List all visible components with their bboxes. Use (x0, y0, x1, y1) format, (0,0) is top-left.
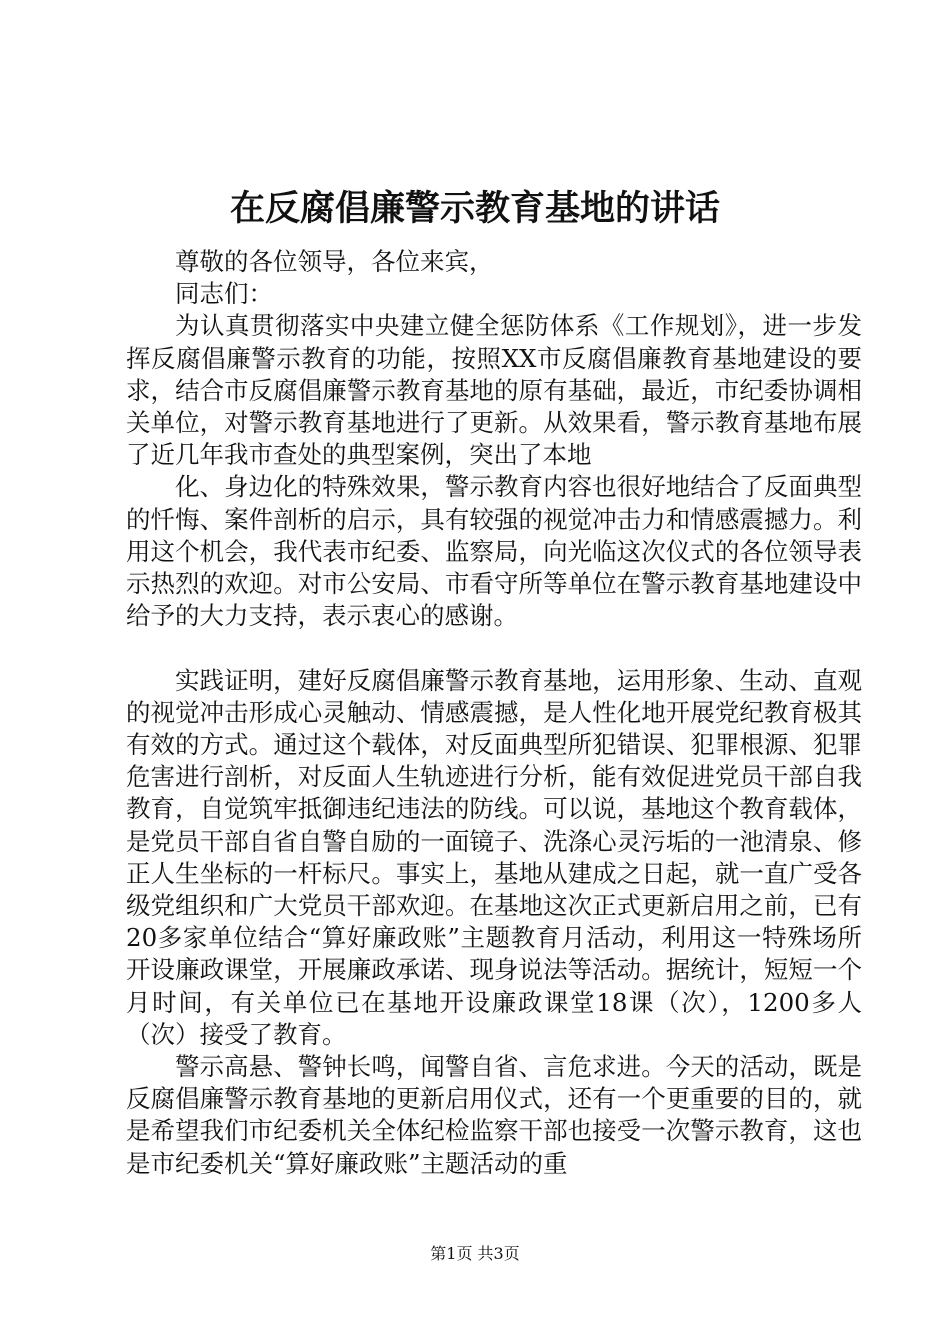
paragraph-spacer (126, 632, 862, 664)
greeting-line-1: 尊敬的各位领导，各位来宾， (175, 247, 494, 276)
paragraph-3: 实践证明，建好反腐倡廉警示教育基地，运用形象、生动、直观的视觉冲击形成心灵触动、情感震撼，是人性化地开展党纪教育极其有效的方式。通过这个载体，对反面典型所犯错误、犯罪根源、犯罪危害进行剖析，对反面人生轨迹进行分析，能有效促进党员干部自我教育，自觉筑牢抵御违纪违法的防线。可以说，基地这个教育载体，是党员干部自省自警自励的一面镜子、洗涤心灵污垢的一池清泉、修正人生坐标的一杆标尺。事实上，基地从建成之日起，就一直广受各级党组织和广大党员干部欢迎。在基地这次正式更新启用之前，已有20多家单位结合“算好廉政账”主题教育月活动，利用这一特殊场所开设廉政课堂，开展廉政承诺、现身说法等活动。据统计，短短一个月时间，有关单位已在基地开设廉政课堂18课（次），1200多人（次）接受了教育。 (126, 665, 862, 1049)
paragraph-2: 化、身边化的特殊效果，警示教育内容也很好地结合了反面典型的忏悔、案件剖析的启示，具有较强的视觉冲击力和情感震撼力。利用这个机会，我代表市纪委、监察局，向光临这次仪式的各位领导表示热烈的欢迎。对市公安局、市看守所等单位在警示教育基地建设中给予的大力支持，表示衷心的感谢。 (126, 472, 862, 631)
page-number-footer: 第1页 共3页 (430, 1244, 520, 1263)
document-body (126, 246, 862, 1180)
paragraph-1: 为认真贯彻落实中央建立健全惩防体系《工作规划》，进一步发挥反腐倡廉警示教育的功能，按照XX市反腐倡廉教育基地建设的要求，结合市反腐倡廉警示教育基地的原有基础，最近，市纪委协调相关单位，对警示教育基地进行了更新。从效果看，警示教育基地布展了近几年我市查处的典型案例，突出了本地 (126, 311, 862, 470)
greeting-line-2: 同志们： (175, 279, 273, 309)
document-title: 在反腐倡廉警示教育基地的讲话 (229, 188, 720, 229)
paragraph-4: 警示高悬、警钟长鸣，闻警自省、言危求进。今天的活动，既是反腐倡廉警示教育基地的更新启用仪式，还有一个更重要的目的，就是希望我们市纪委机关全体纪检监察干部也接受一次警示教育，这也是市纪委机关“算好廉政账”主题活动的重 (126, 1052, 862, 1178)
